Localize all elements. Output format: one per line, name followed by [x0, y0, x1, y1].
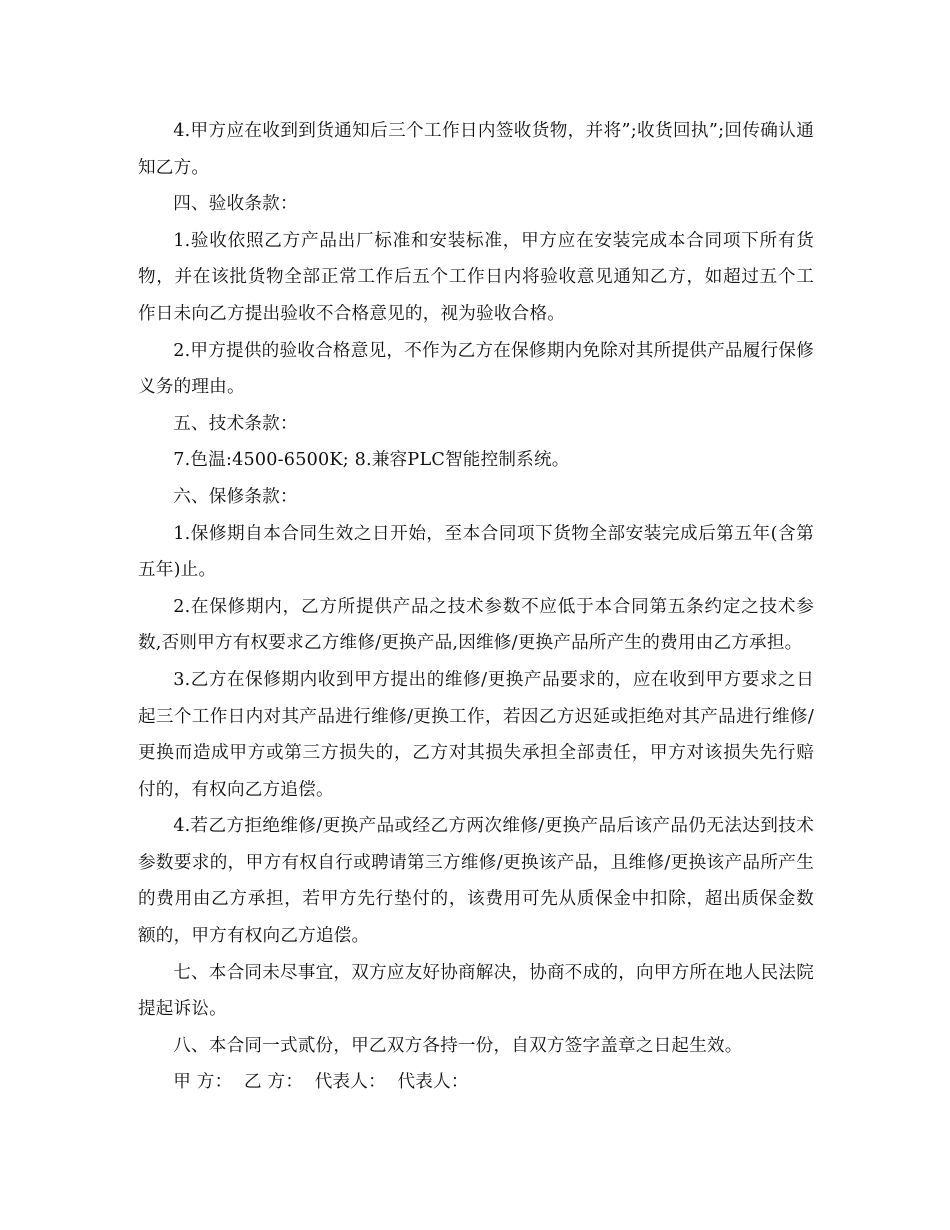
- section-heading-technical: 五、技术条款：: [173, 413, 298, 434]
- paragraph-warranty-refusal: 4.若乙方拒绝维修/更换产品或经乙方两次维修/更换产品后该产品仍无法达到技术参数要求的，甲方有权自行或聘请第三方维修/更换该产品，且维修/更换该产品所产生的费用由乙方承担，若甲方先行垫付的，该费用可先从质保金中扣除，超出质保金数额的，甲方有权向乙方追偿。: [138, 816, 814, 947]
- section-dispute-resolution: 七、本合同未尽事宜，双方应友好协商解决，协商不成的，向甲方所在地人民法院提起诉讼。: [138, 962, 814, 1020]
- section-heading-acceptance: 四、验收条款：: [173, 194, 298, 215]
- paragraph-technical-specs: 7.色温:4500-6500K; 8.兼容PLC智能控制系统。: [173, 450, 570, 471]
- paragraph-acceptance-opinion: 2.甲方提供的验收合格意见，不作为乙方在保修期内免除对其所提供产品履行保修义务的理由。: [138, 340, 814, 398]
- paragraph-warranty-repair: 3.乙方在保修期内收到甲方提出的维修/更换产品要求的，应在收到甲方要求之日起三个工作日内对其产品进行维修/更换工作，若因乙方迟延或拒绝对其产品进行维修/更换而造成甲方或第三方损失的，乙方对其损失承担全部责任，甲方对该损失先行赔付的，有权向乙方追偿。: [138, 669, 814, 800]
- signature-line: 甲 方： 乙 方： 代表人： 代表人：: [173, 1072, 469, 1093]
- section-contract-copies: 八、本合同一式贰份，甲乙双方各持一份，自双方签字盖章之日起生效。: [173, 1035, 743, 1056]
- paragraph-warranty-period: 1.保修期自本合同生效之日开始，至本合同项下货物全部安装完成后第五年(含第五年)止。: [138, 523, 814, 581]
- paragraph-warranty-parameters: 2.在保修期内，乙方所提供产品之技术参数不应低于本合同第五条约定之技术参数,否则甲方有权要求乙方维修/更换产品,因维修/更换产品所产生的费用由乙方承担。: [138, 596, 814, 654]
- paragraph-acceptance-standard: 1.验收依照乙方产品出厂标准和安装标准，甲方应在安装完成本合同项下所有货物，并在该批货物全部正常工作后五个工作日内将验收意见通知乙方，如超过五个工作日未向乙方提出验收不合格意见的，视为验收合格。: [138, 230, 814, 324]
- section-heading-warranty: 六、保修条款：: [173, 486, 298, 507]
- paragraph-delivery-receipt: 4.甲方应在收到到货通知后三个工作日内签收货物，并将”;收货回执”;回传确认通知乙方。: [138, 121, 814, 178]
- document-body: [138, 113, 814, 1101]
